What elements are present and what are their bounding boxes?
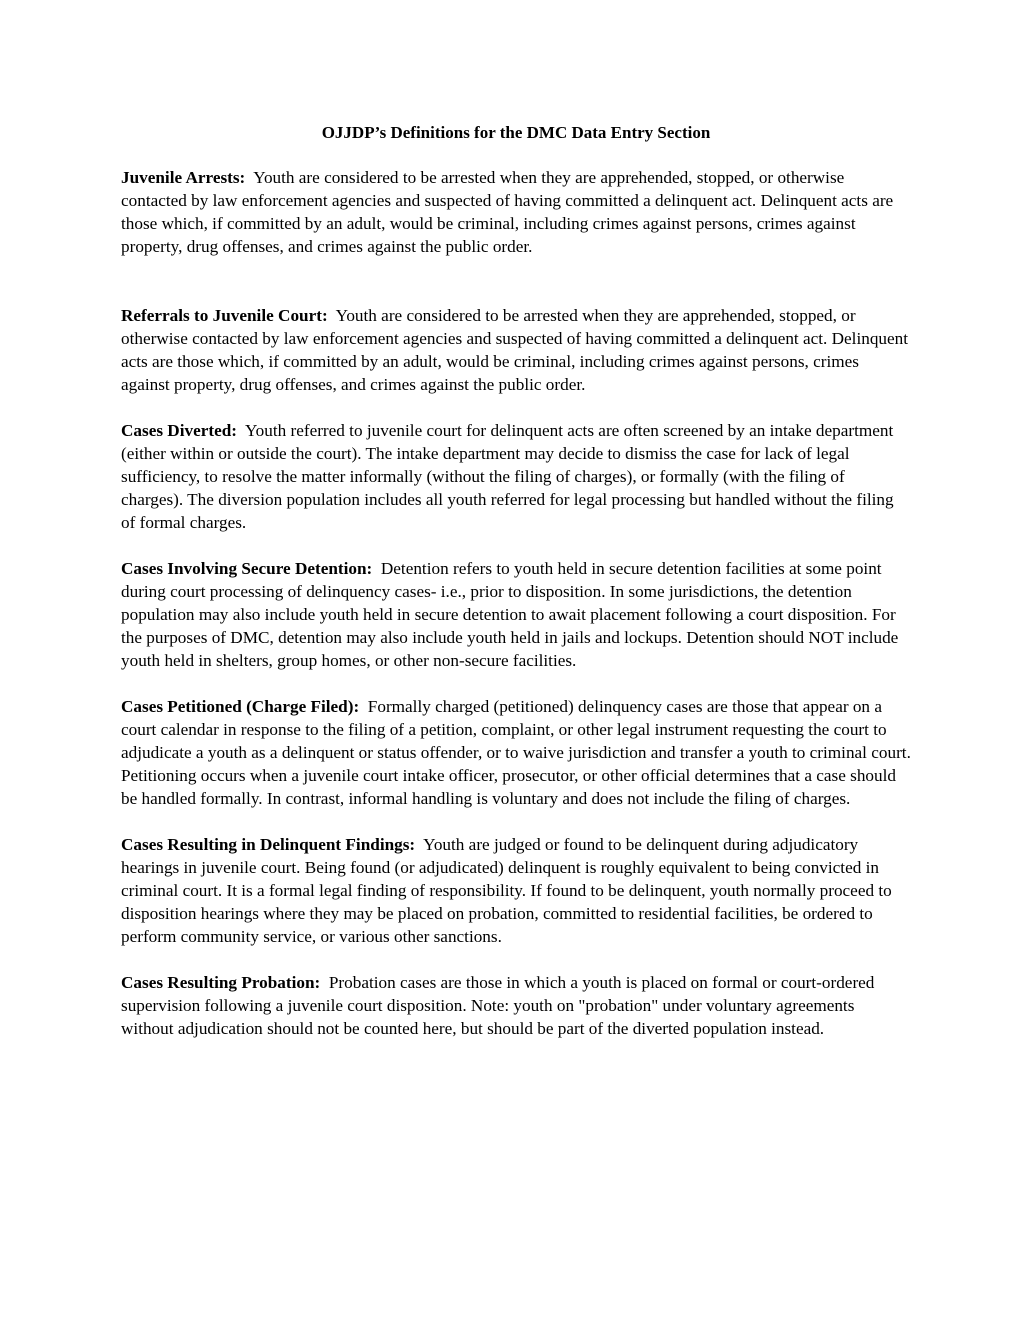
definition-term: Referrals to Juvenile Court: bbox=[121, 306, 328, 325]
definition-text: Youth referred to juvenile court for delinquent acts are often screened by an intake department (either within or outside the court). The intake department may decide to dismiss the case for lack of legal sufficiency, to resolve the matter informally (without the filing of charges), or formally (with the filing of charges). The diversion population includes all youth referred for legal processing but handled without the filing of formal charges. bbox=[121, 421, 894, 532]
definition-cases-involving-secure-detention bbox=[121, 557, 911, 672]
definition-term: Cases Resulting in Delinquent Findings: bbox=[121, 835, 416, 854]
definition-text: Formally charged (petitioned) delinquency cases are those that appear on a court calendar in response to the filing of a petition, complaint, or other legal instrument requesting the court to adjudicate a youth as a delinquent or status offender, or to waive jurisdiction and transfer a youth to criminal court. Petitioning occurs when a juvenile court intake officer, prosecutor, or other official determines that a case should be handled formally. In contrast, informal handling is voluntary and does not include the filing of charges. bbox=[121, 697, 911, 808]
definition-text: Youth are judged or found to be delinquent during adjudicatory hearings in juvenile court. Being found (or adjudicated) delinquent is roughly equivalent to being convicted in criminal court. It is a formal legal finding of responsibility. If found to be delinquent, youth normally proceed to disposition hearings where they may be placed on probation, committed to residential facilities, be ordered to perform community service, or various other sanctions. bbox=[121, 835, 892, 946]
definition-cases-resulting-probation bbox=[121, 971, 911, 1040]
definition-text: Youth are considered to be arrested when they are apprehended, stopped, or otherwise contacted by law enforcement agencies and suspected of having committed a delinquent act. Delinquent acts are those which, if committed by an adult, would be criminal, including crimes against persons, crimes against property, drug offenses, and crimes against the public order. bbox=[121, 168, 894, 256]
definition-term: Cases Resulting Probation: bbox=[121, 973, 321, 992]
definition-term: Cases Diverted: bbox=[121, 421, 237, 440]
definition-text: Youth are considered to be arrested when they are apprehended, stopped, or otherwise contacted by law enforcement agencies and suspected of having committed a delinquent act. Delinquent acts are those which, if committed by an adult, would be criminal, including crimes against persons, crimes against property, drug offenses, and crimes against the public order. bbox=[121, 306, 908, 394]
definition-cases-diverted bbox=[121, 419, 911, 534]
definition-term: Cases Petitioned (Charge Filed): bbox=[121, 697, 360, 716]
definition-cases-petitioned bbox=[121, 695, 911, 810]
definition-term: Cases Involving Secure Detention: bbox=[121, 559, 373, 578]
document-page bbox=[121, 121, 911, 1063]
definition-term: Juvenile Arrests: bbox=[121, 168, 246, 187]
definition-referrals-to-juvenile-court bbox=[121, 304, 911, 396]
document-title: OJJDP’s Definitions for the DMC Data Entry Section bbox=[321, 123, 711, 142]
definition-text: Probation cases are those in which a youth is placed on formal or court-ordered supervision following a juvenile court disposition. Note: youth on "probation" under voluntary agreements without adjudication should not be counted here, but should be part of the diverted population instead. bbox=[121, 973, 875, 1038]
definition-text: Detention refers to youth held in secure detention facilities at some point during court processing of delinquency cases- i.e., prior to disposition. In some jurisdictions, the detention population may also include youth held in secure detention to await placement following a court disposition. For the purposes of DMC, detention may also include youth held in jails and lockups. Detention should NOT include youth held in shelters, group homes, or other non-secure facilities. bbox=[121, 559, 899, 670]
definition-juvenile-arrests bbox=[121, 166, 911, 258]
definition-cases-resulting-in-delinquent-findings bbox=[121, 833, 911, 948]
